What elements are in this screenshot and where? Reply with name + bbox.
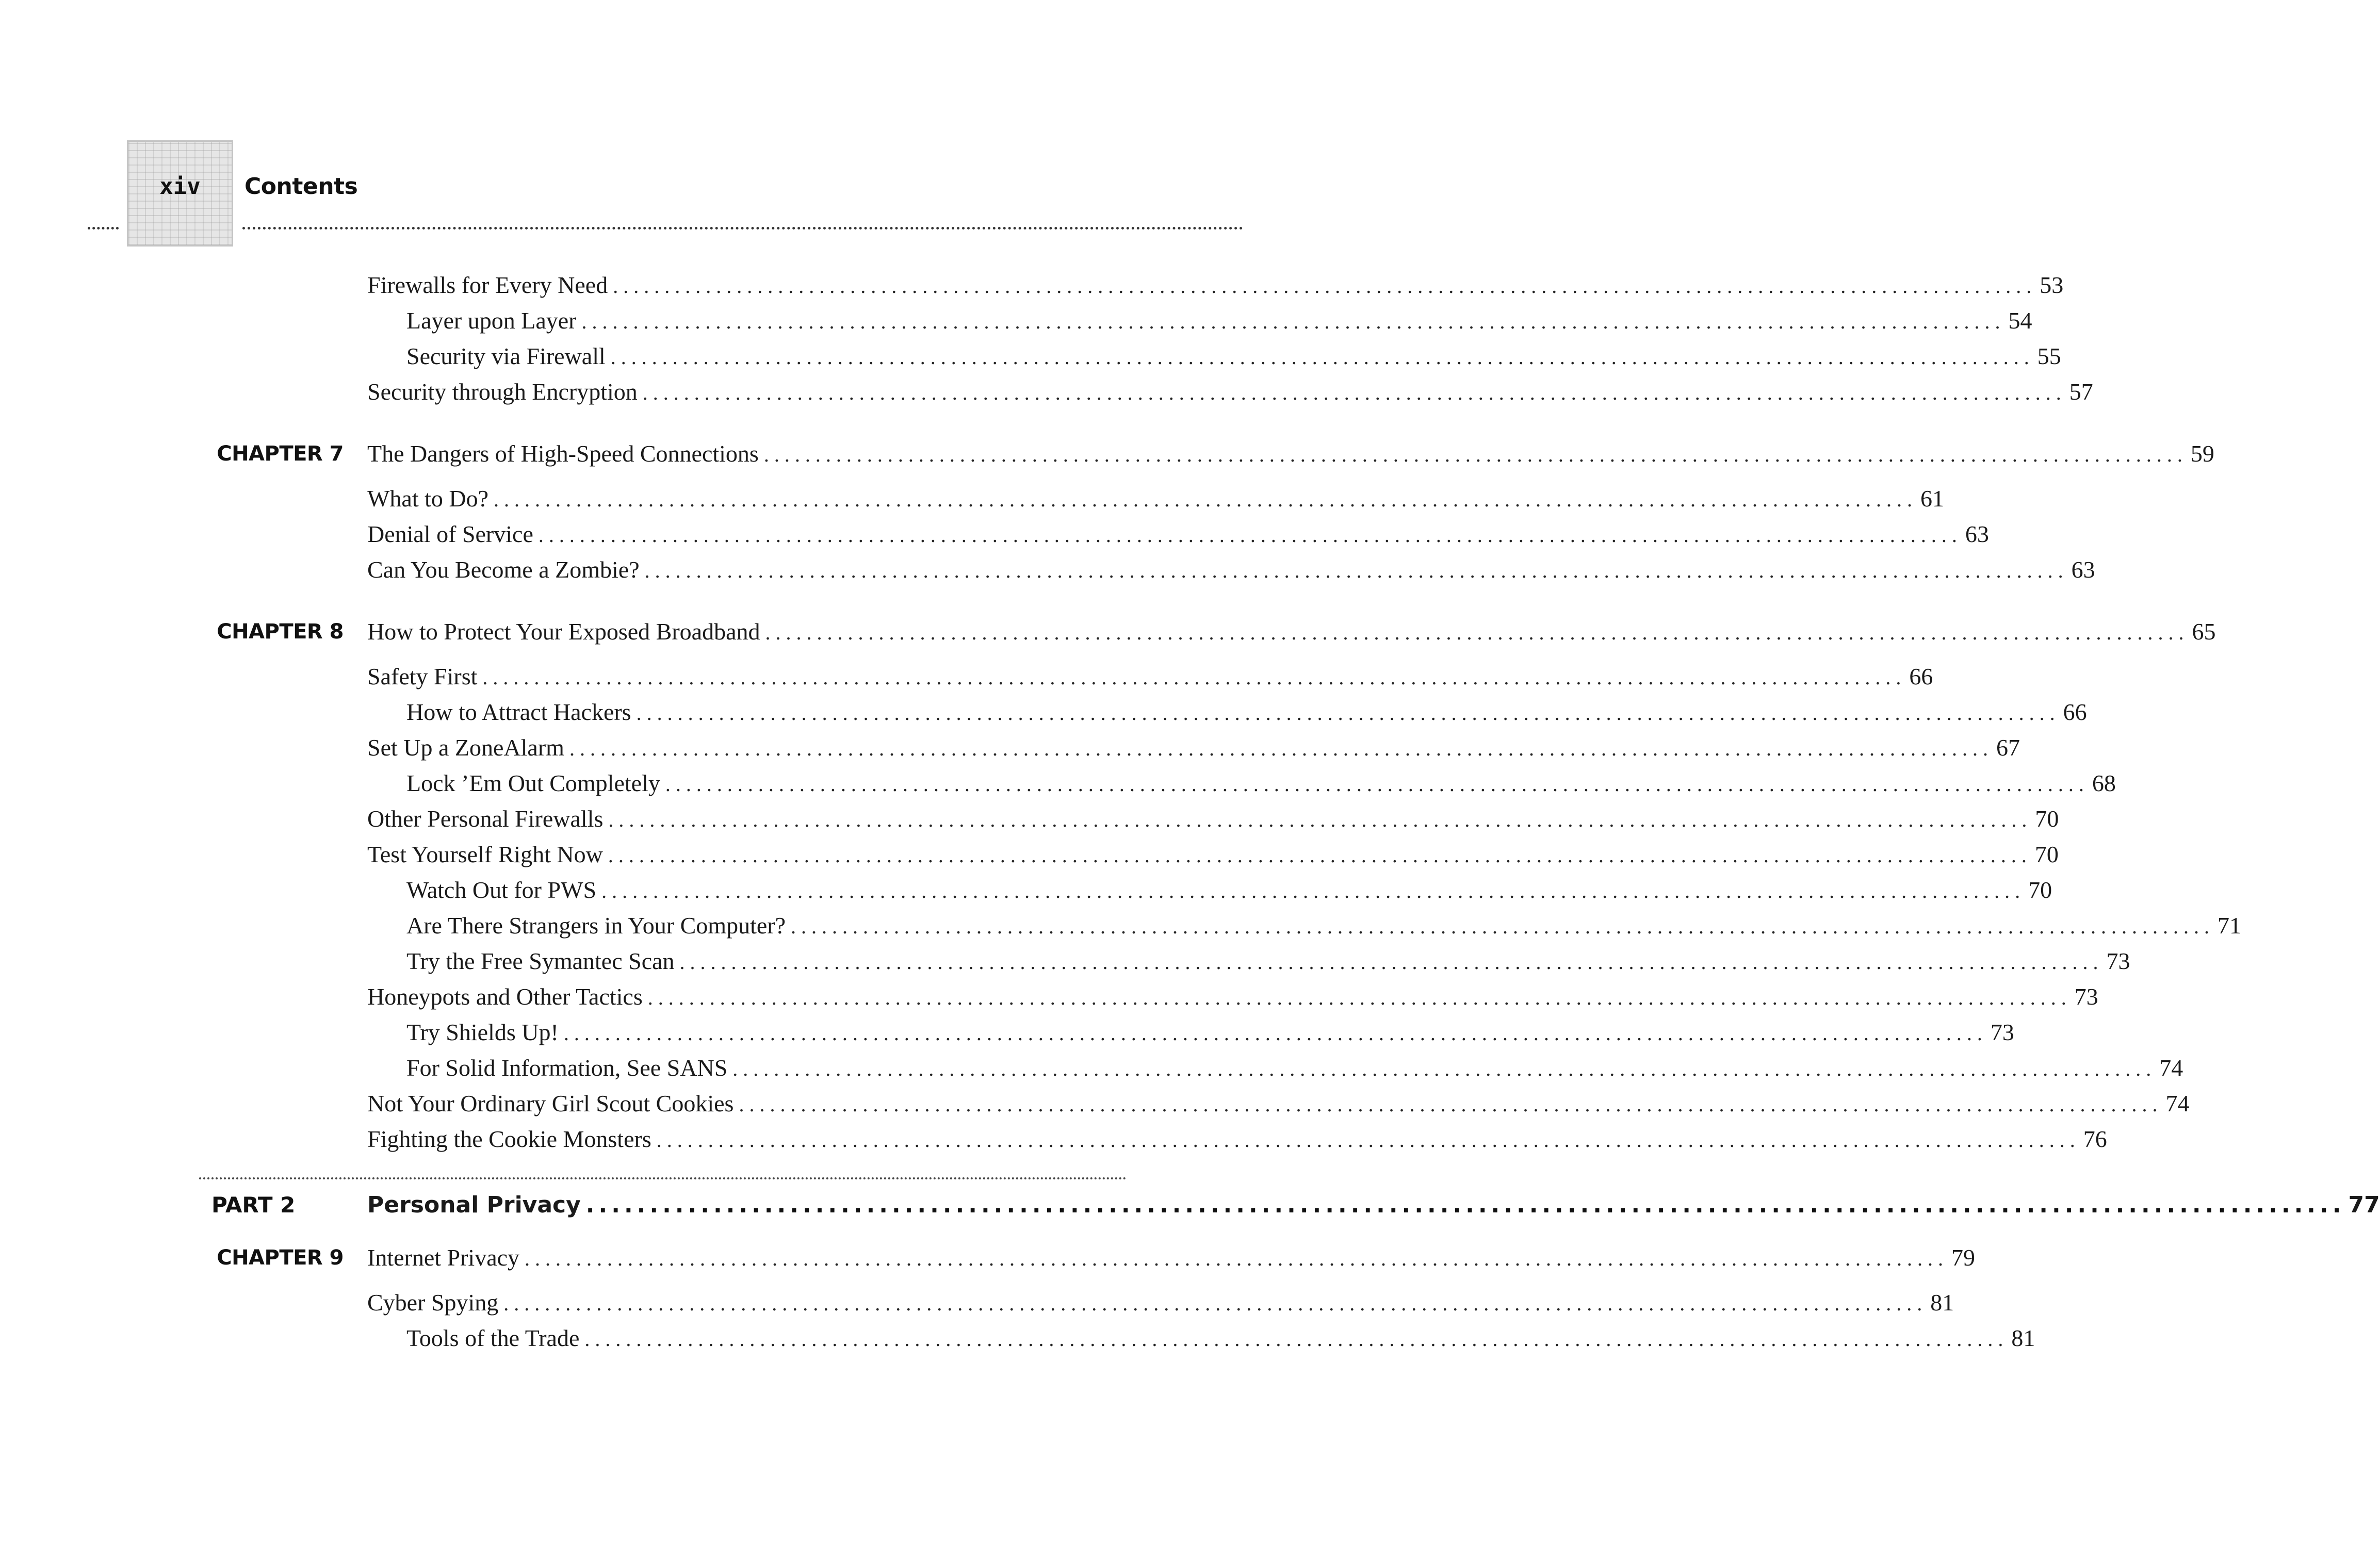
toc-entry-page: 71 [2218,912,2242,939]
toc-entry-title: Test Yourself Right Now [367,841,603,867]
toc-entry-title: Fighting the Cookie Monsters [367,1126,651,1152]
dot-leader: .......................................................................................................................................... [601,879,2026,902]
dot-leader: .......................................................................................................................................... [538,523,1962,547]
toc-chapter-7 [0,433,2214,587]
toc-entry-page: 74 [2165,1090,2190,1116]
dot-leader: .......................................................................................................................................... [739,1093,2163,1116]
toc-part-2 [0,1179,2380,1231]
dot-leader: .......................................................................................................................................... [503,1292,1928,1315]
toc-entry [367,1285,1954,1320]
toc-entry [367,1086,2190,1121]
dot-leader: .......................................................................................................................................... [732,1057,2157,1080]
toc-entry-title: Safety First [367,663,478,689]
toc-entry-title: How to Attract Hackers [406,699,631,725]
toc-entry-title: What to Do? [367,485,489,512]
toc-entry [367,801,2059,836]
chapter-title: How to Protect Your Exposed Broadband [367,618,760,645]
dot-leader: .......................................................................................................................................... [482,666,1906,689]
dot-leader: .......................................................................................................................................... [644,559,2068,582]
dot-leader: .......................................................................................................................................... [610,346,2034,369]
toc-entry-title: Not Your Ordinary Girl Scout Cookies [367,1090,734,1116]
toc-entry [367,730,2020,765]
toc-entry-title: Other Personal Firewalls [367,806,604,832]
dot-leader: .......................................................................................................................................... [665,773,2089,796]
toc-entry-page: 66 [2063,699,2087,725]
dot-leader: .......................................................................................................................................... [608,808,2032,831]
toc-entry-page: 70 [2034,841,2059,867]
chapter-page: 65 [2192,618,2216,645]
toc-entry-page: 70 [2028,877,2052,903]
dot-leader: .......................................................................................................................................... [584,1327,2009,1351]
part-page: 77 [2348,1192,2380,1218]
toc-entry-title: Denial of Service [367,521,533,547]
toc-entry-title: Layer upon Layer [406,307,577,334]
toc-entry-title: Set Up a ZoneAlarm [367,734,564,761]
dot-leader: .......................................................................................................................................... [791,915,2215,938]
dot-leader: .......................................................................................................................................... [765,621,2189,644]
toc-entry-page: 57 [2069,379,2093,405]
dot-leader: .......................................................................................................................................... [581,310,2006,333]
dot-leader: .......................................................................................................................................... [494,488,1918,511]
toc-entry-title: Firewalls for Every Need [367,272,608,298]
chapter-title: Internet Privacy [367,1244,520,1271]
toc-entry [367,1121,2107,1157]
toc-entry-page: 76 [2083,1126,2107,1152]
page-number: xiv [159,173,201,200]
toc-entry [406,1014,2014,1050]
chapter-title-entry [367,1237,1976,1278]
toc-entry-title: Try Shields Up! [406,1019,559,1045]
toc-entry-title: Honeypots and Other Tactics [367,983,643,1010]
toc-entry-title: Can You Become a Zombie? [367,556,640,583]
toc-entry-page: 55 [2037,343,2061,369]
part-title-entry [367,1179,2380,1231]
dot-leader: .......................................................................................................................................... [608,844,2032,867]
part-heading [0,1179,2380,1231]
dot-leader: .......................................................................................................................................... [525,1247,1949,1270]
toc-entry-page: 73 [2074,983,2098,1010]
chapter-title: The Dangers of High-Speed Connections [367,440,759,467]
toc-entry-title: Security via Firewall [406,343,606,369]
chapter-heading [0,1237,1976,1278]
toc-entry-page: 81 [2011,1325,2035,1351]
toc-entry-page: 73 [2106,948,2130,974]
dot-leader: .......................................................................................................................................... [679,950,2104,974]
dot-leader: .......................................................................................................................................... [613,274,2037,298]
toc-entry [406,765,2116,801]
toc-entry [367,516,1989,552]
dot-leader: .......................................................................................................................................... [569,737,1993,760]
toc-entry [367,836,2059,872]
toc-entry [406,694,2087,730]
chapter-heading [0,611,2216,652]
toc-entry-page: 54 [2008,307,2032,334]
toc-entry-page: 61 [1920,485,1945,512]
toc-entry [406,943,2130,979]
toc-chapter-9 [0,1237,2035,1356]
dot-leader: .......................................................................................................................................... [642,381,2066,404]
toc-entry [367,659,1933,694]
dot-leader: .......................................................................................................................................... [563,1022,1987,1045]
toc-entry-page: 73 [1990,1019,2014,1045]
toc-entry-page: 66 [1909,663,1933,689]
chapter-page: 79 [1951,1244,1976,1271]
chapter-title-entry [367,433,2214,474]
toc-entry [406,303,2032,338]
toc-chapter-8 [0,611,2242,1157]
header-dotted-rule [242,227,1243,229]
toc-entry [367,979,2098,1014]
toc-entry-page: 81 [1930,1289,1954,1316]
chapter-label: CHAPTER 8 [217,620,344,644]
toc-entry [406,338,2061,374]
toc-entry [367,481,1945,516]
toc-entry-title: Cyber Spying [367,1289,499,1316]
chapter-heading [0,433,2214,474]
toc-entry-page: 63 [2071,556,2095,583]
toc-entry-page: 70 [2035,806,2059,832]
toc-entry [406,908,2242,943]
toc-entry-page: 74 [2159,1055,2183,1081]
dot-leader: .......................................................................................................................................... [636,701,2060,725]
toc-entry [406,872,2052,908]
chapter-title-entry [367,611,2216,652]
toc-entry [406,1050,2183,1086]
toc-entry-page: 63 [1965,521,1989,547]
part-title: Personal Privacy [367,1192,581,1218]
toc-entry-title: For Solid Information, See SANS [406,1055,728,1081]
part-label: PART 2 [211,1192,296,1218]
toc-entry-title: Security through Encryption [367,379,638,405]
running-head: Contents [244,173,358,200]
toc-entry-title: Lock ’Em Out Completely [406,770,660,796]
toc-entry-title: Are There Strangers in Your Computer? [406,912,786,939]
toc-entry-title: Watch Out for PWS [406,877,597,903]
chapter-page: 59 [2190,440,2214,467]
table-of-contents [0,267,2380,1356]
chapter-label: CHAPTER 7 [217,442,344,466]
toc-entry-page: 53 [2040,272,2064,298]
toc-entry-title: Try the Free Symantec Scan [406,948,675,974]
dot-leader: .......................................................................................................................................... [647,986,2072,1009]
toc-entry-title: Tools of the Trade [406,1325,580,1351]
toc-entry [406,1320,2035,1356]
header-dotted-rule-left [88,227,119,229]
dot-leader: .......................................................................................................................................... [656,1128,2080,1152]
chapter-label: CHAPTER 9 [217,1246,344,1270]
toc-entry [367,374,2093,409]
toc-entry [367,267,2064,303]
toc-section-continued [0,267,2093,409]
dot-leader: .......................................................................................................................................... [585,1192,2345,1218]
toc-entry [367,552,2095,587]
toc-entry-page: 67 [1996,734,2020,761]
dot-leader: .......................................................................................................................................... [763,443,2188,466]
toc-entry-page: 68 [2092,770,2116,796]
